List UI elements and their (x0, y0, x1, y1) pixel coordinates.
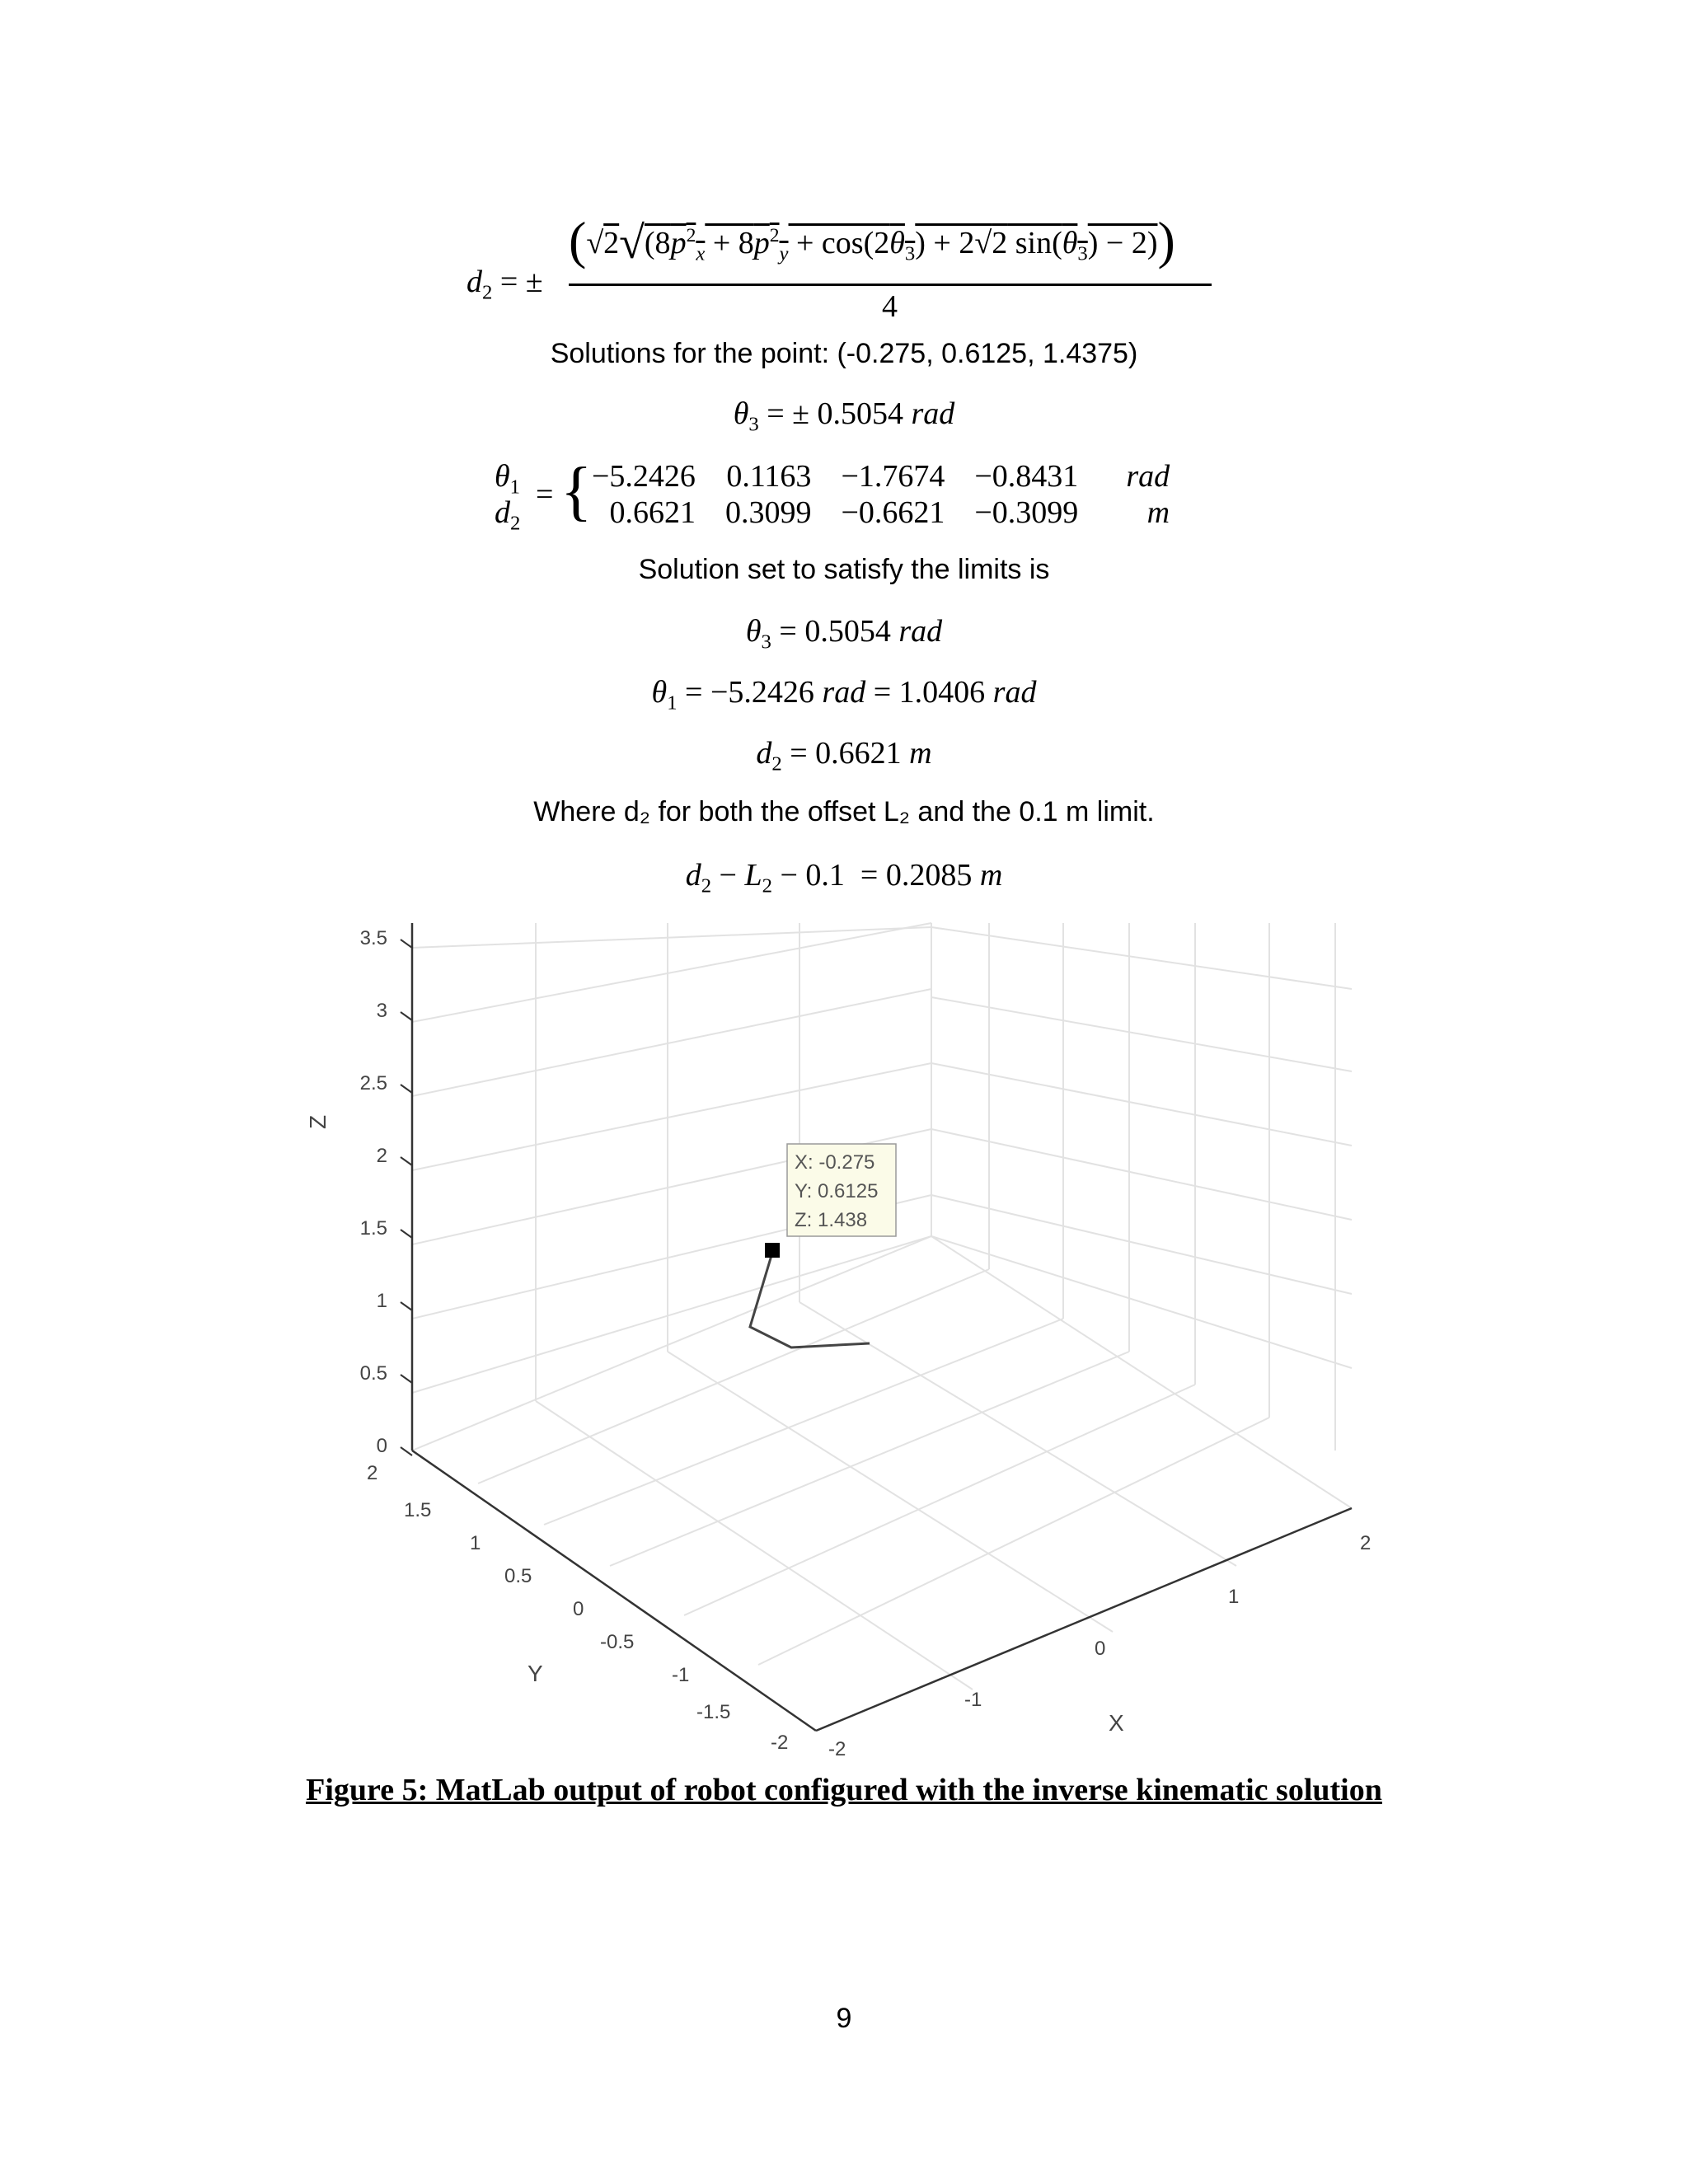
z-axis-label: Z (305, 1114, 331, 1129)
matrix-cell: 0.3099 (724, 495, 812, 530)
y-axis-label: Y (528, 1661, 543, 1686)
solutions-text: Solutions for the point: (-0.275, 0.6125, 1.4375) (550, 338, 1138, 369)
matrix-cell: −1.7674 (841, 459, 945, 494)
d2-numerator: ($√2√(8p^2_x + 8p^2_y + \cos(2\theta_3) + 2√2$ $\sin(\theta_3) - 2$)) (569, 211, 1175, 269)
z-tick-label: 1.5 (359, 1217, 387, 1240)
page-number: 9 (836, 2003, 852, 2034)
y-tick-label: 2 (367, 1462, 378, 1484)
matrix-cell: −5.2426 (592, 459, 696, 494)
y-tick-labels (367, 1462, 788, 1754)
y-tick-label: 1 (470, 1532, 481, 1554)
y-tick-label: -1 (672, 1664, 690, 1686)
x-tick-label: 2 (1360, 1532, 1372, 1554)
matrix-equals: = (536, 477, 554, 512)
x-tick-label: -1 (964, 1689, 982, 1711)
y-tick-label: 1.5 (404, 1499, 432, 1521)
z-tick-labels (360, 927, 387, 1457)
z-tick-label: 0.5 (359, 1362, 387, 1385)
z-tick-label: 2 (376, 1145, 387, 1167)
d2-lhs: $d_2$ = ± (467, 265, 543, 304)
y-tick-label: -2 (771, 1732, 789, 1754)
z-tick-label: 1 (376, 1290, 387, 1312)
x-tick-label: 1 (1228, 1586, 1240, 1608)
x-axis-label: X (1109, 1710, 1124, 1736)
figure-caption: Figure 5: MatLab output of robot configured with the inverse kinematic solution (306, 1773, 1382, 1807)
theta3-pm: $\theta_3$ = ± 0.5054 rad (733, 396, 955, 436)
z-tick-label: 3 (376, 1000, 387, 1022)
matrix-cell: 0.6621 (609, 495, 696, 530)
z-tick-label: 2.5 (359, 1072, 387, 1094)
d2-final: $d_2 = 0.6621$ m (756, 736, 932, 776)
d2-denominator: 4 (882, 289, 898, 324)
datatip-x: X: -0.275 (795, 1151, 875, 1174)
where-text: Where d₂ for both the offset L₂ and the 0.1 m limit. (533, 796, 1155, 827)
x-tick-labels (828, 1532, 1371, 1760)
plot-gridlines (412, 923, 1352, 1690)
matrix-label-theta1: $\theta_1$ (495, 459, 521, 499)
theta1-final: $\theta_1 = -5.2426$ rad = 1.0406 rad (651, 675, 1037, 715)
matrix-brace: { (560, 455, 593, 527)
datatip-text (795, 1151, 878, 1231)
z-tick-marks (401, 940, 412, 1455)
matrix-cell: −0.6621 (841, 495, 945, 530)
d2-minus-eq: $d_2 - L_2 - 0.1 = 0.2085$ m (685, 858, 1003, 898)
end-effector-marker (765, 1243, 780, 1258)
matrix-cell: −0.3099 (974, 495, 1079, 530)
plot-axes (412, 923, 1352, 1731)
solution-set-text: Solution set to satisfy the limits is (638, 554, 1050, 585)
x-tick-label: 0 (1095, 1638, 1106, 1660)
z-tick-label: 3.5 (359, 927, 387, 949)
z-tick-label: 0 (376, 1435, 387, 1457)
y-tick-label: 0 (573, 1598, 584, 1620)
matrix-label-d2: $d_2$ (495, 495, 521, 535)
y-tick-label: -1.5 (696, 1701, 731, 1723)
x-tick-label: -2 (828, 1738, 846, 1760)
y-tick-label: 0.5 (504, 1565, 532, 1587)
matrix-unit: m (1146, 495, 1170, 530)
theta3-final: $\theta_3 = 0.5054$ rad (745, 614, 943, 654)
datatip-z: Z: 1.438 (795, 1209, 868, 1231)
matrix-unit: rad (1126, 459, 1170, 494)
datatip-y: Y: 0.6125 (795, 1180, 879, 1202)
matrix-cell: 0.1163 (726, 459, 812, 494)
y-tick-label: -0.5 (600, 1631, 635, 1653)
matrix-cell: −0.8431 (974, 459, 1079, 494)
